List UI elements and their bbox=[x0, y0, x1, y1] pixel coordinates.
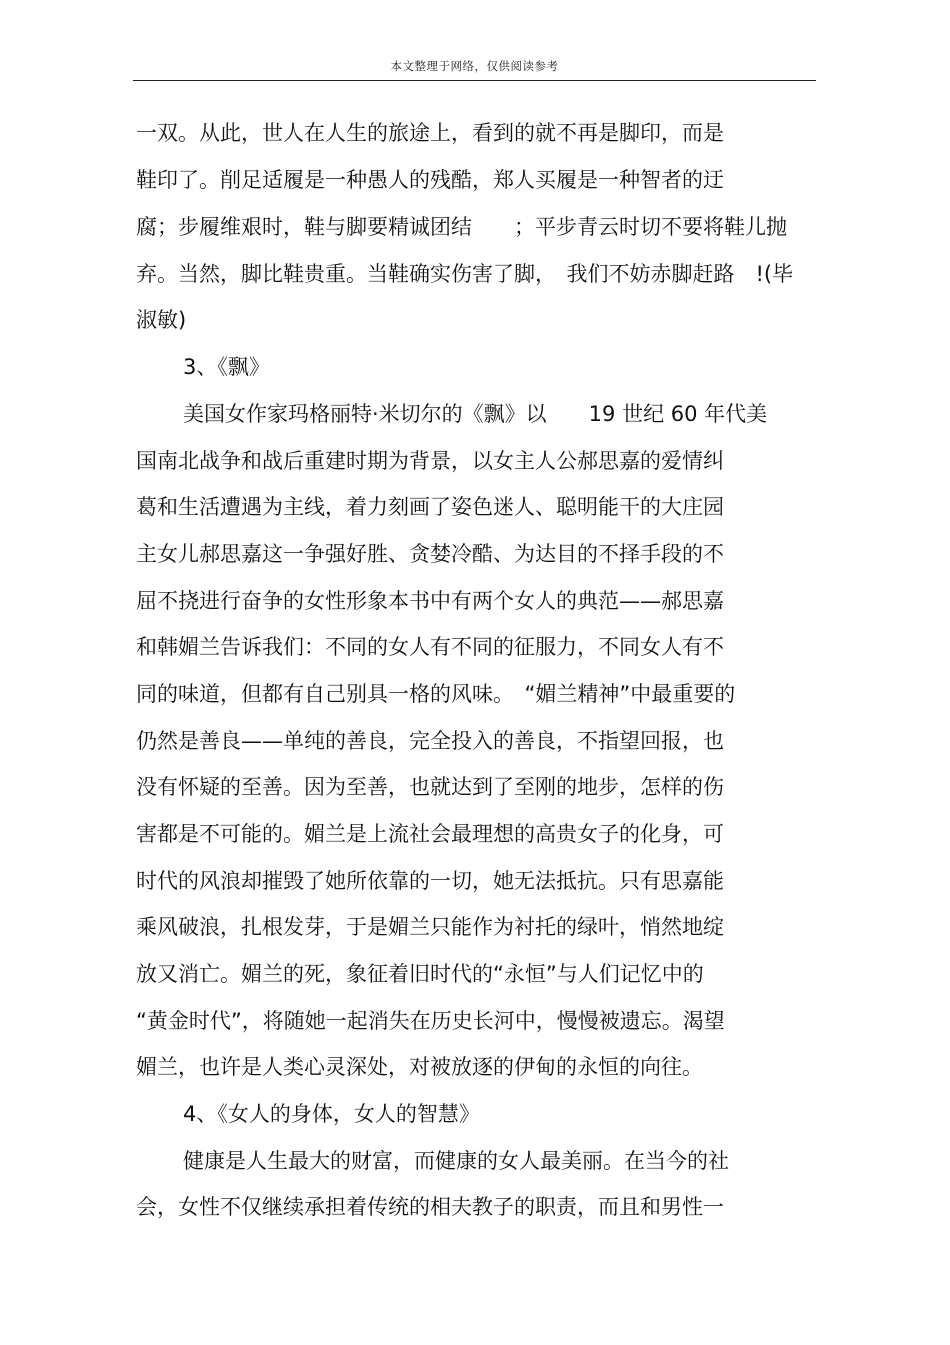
body-line: 国南北战争和战后重建时期为背景，以女主人公郝思嘉的爱情纠 bbox=[136, 449, 724, 473]
body-line: 淑敏) bbox=[136, 308, 187, 332]
section-heading: 4、《女人的身体，女人的智慧》 bbox=[183, 1102, 480, 1126]
body-line: 和韩媚兰告诉我们：不同的女人有不同的征服力，不同女人有不 bbox=[136, 635, 724, 659]
body-line: 主女儿郝思嘉这一争强好胜、贪婪冷酷、为达目的不择手段的不 bbox=[136, 542, 724, 566]
body-line: 会，女性不仅继续承担着传统的相夫教子的职责，而且和男性一 bbox=[136, 1195, 724, 1219]
body-line: 媚兰，也许是人类心灵深处，对被放逐的伊甸的永恒的向往。 bbox=[136, 1055, 703, 1079]
body-line: 葛和生活遭遇为主线，着力刻画了姿色迷人、聪明能干的大庄园 bbox=[136, 495, 724, 519]
header-divider bbox=[133, 80, 816, 81]
body-line: 放又消亡。媚兰的死，象征着旧时代的“永恒”与人们记忆中的 bbox=[136, 962, 704, 986]
body-line: 没有怀疑的至善。因为至善，也就达到了至刚的地步，怎样的伤 bbox=[136, 775, 724, 799]
page-header: 本文整理于网络，仅供阅读参考 bbox=[390, 59, 559, 73]
body-line: 一双。从此，世人在人生的旅途上，看到的就不再是脚印，而是 bbox=[136, 121, 724, 145]
body-line: 鞋印了。削足适履是一种愚人的残酷，郑人买履是一种智者的迂 bbox=[136, 168, 724, 192]
body-line: 弃。当然，脚比鞋贵重。当鞋确实伤害了脚， 我们不妨赤脚赶路 !(毕 bbox=[136, 262, 794, 286]
body-line: 腐；步履维艰时，鞋与脚要精诚团结 ；平步青云时切不要将鞋儿抛 bbox=[136, 215, 787, 239]
body-line: 乘风破浪，扎根发芽，于是媚兰只能作为衬托的绿叶，悄然地绽 bbox=[136, 915, 724, 939]
body-line: 时代的风浪却摧毁了她所依靠的一切，她无法抵抗。只有思嘉能 bbox=[136, 869, 724, 893]
body-line: 仍然是善良——单纯的善良，完全投入的善良，不指望回报，也 bbox=[136, 729, 724, 753]
body-line: “黄金时代”，将随她一起消失在历史长河中，慢慢被遗忘。渴望 bbox=[136, 1009, 725, 1033]
body-line: 害都是不可能的。媚兰是上流社会最理想的高贵女子的化身，可 bbox=[136, 822, 724, 846]
section-heading: 3、《飘》 bbox=[183, 355, 270, 379]
body-line: 美国女作家玛格丽特·米切尔的《飘》以 19 世纪 60 年代美 bbox=[183, 402, 768, 426]
body-line: 健康是人生最大的财富，而健康的女人最美丽。在当今的社 bbox=[183, 1149, 729, 1173]
body-line: 同的味道，但都有自己别具一格的风味。 “媚兰精神”中最重要的 bbox=[136, 682, 736, 706]
body-line: 屈不挠进行奋争的女性形象本书中有两个女人的典范——郝思嘉 bbox=[136, 589, 724, 613]
